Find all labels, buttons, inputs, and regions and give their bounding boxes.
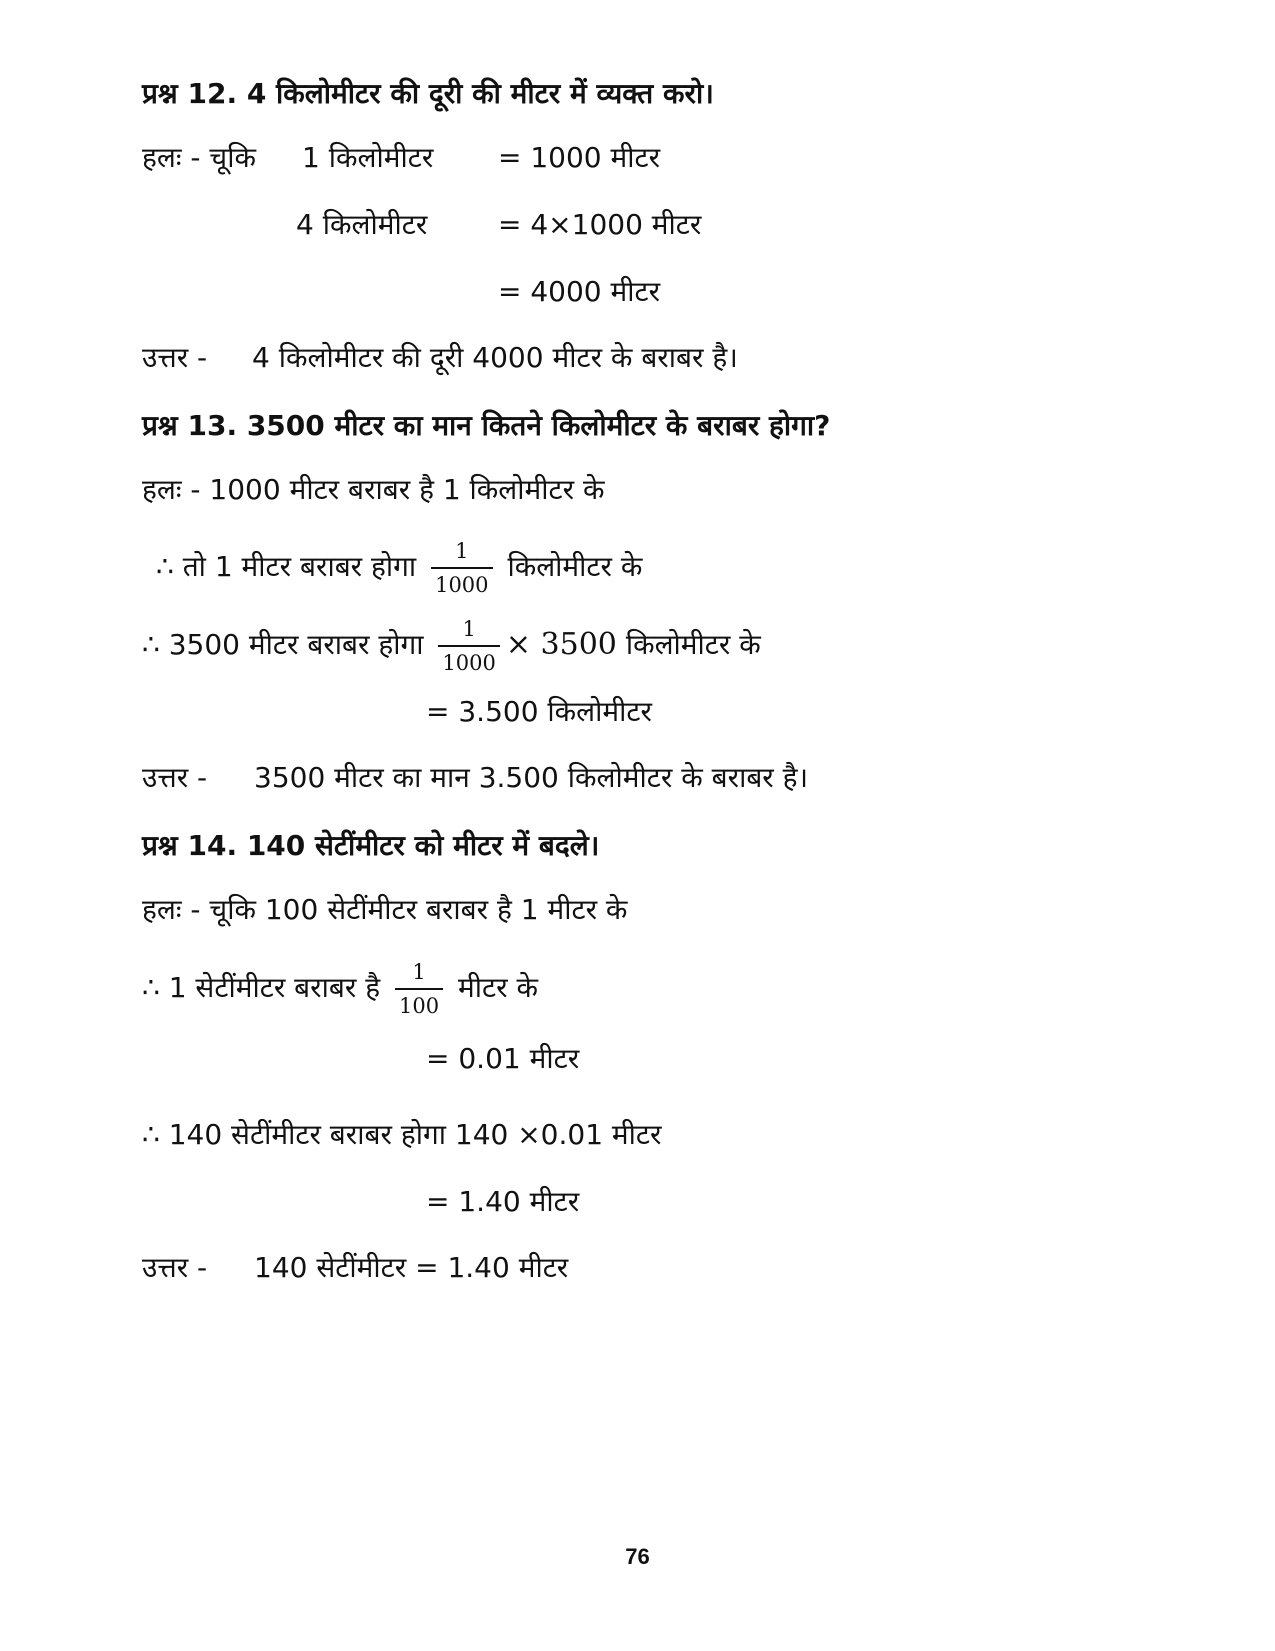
q13-step1-denominator: 1000 [435,573,489,597]
q13-step2-fraction [438,616,499,676]
q12-step1-rhs: = 1000 मीटर [498,141,661,174]
q12-step1-lhs: 1 किलोमीटर [302,141,434,174]
q14-step2: = 0.01 मीटर [426,1042,580,1075]
q12-step3-rhs: = 4000 मीटर [498,275,661,308]
q14-step1-numerator: 1 [395,959,443,990]
q13-step2-denominator: 1000 [442,651,496,675]
q13-step1 [156,538,642,598]
q13-step1-numerator: 1 [431,538,492,569]
q12-question: प्रश्न 12. 4 किलोमीटर की दूरी की मीटर में व्यक्त करो। [142,77,714,110]
q13-solution: हलः - 1000 मीटर बराबर है 1 किलोमीटर के [142,473,605,506]
q12-solution-label: हलः - चूकि [142,141,256,174]
q13-step1-fraction [431,538,492,598]
q13-step3: = 3.500 किलोमीटर [426,695,652,728]
q13-step2-numerator: 1 [438,616,499,647]
q13-answer: 3500 मीटर का मान 3.500 किलोमीटर के बराबर है। [254,761,809,794]
q13-step1-post: किलोमीटर के [507,550,643,583]
page-number: 76 [625,1544,650,1569]
q14-step4: = 1.40 मीटर [426,1185,580,1218]
q14-step3: ∴ 140 सेटींमीटर बराबर होगा 140 ×0.01 मीटर [142,1118,662,1151]
q13-answer-label: उत्तर - [142,761,208,794]
q13-step2-pre: ∴ 3500 मीटर बराबर होगा [142,628,424,661]
q12-step2-lhs: 4 किलोमीटर [296,208,428,241]
q13-question: प्रश्न 13. 3500 मीटर का मान कितने किलोमीटर के बराबर होगा? [142,409,831,442]
q14-step1-pre: ∴ 1 सेटींमीटर बराबर है [142,971,381,1004]
q14-question: प्रश्न 14. 140 सेटींमीटर को मीटर में बदले। [142,829,600,862]
q14-step1-fraction [395,959,443,1019]
q14-step1-post: मीटर के [458,971,538,1004]
q12-answer-label: उत्तर - [142,341,208,374]
q12-answer: 4 किलोमीटर की दूरी 4000 मीटर के बराबर है। [252,341,738,374]
q12-step2-rhs: = 4×1000 मीटर [498,208,702,241]
q14-step1 [142,959,538,1019]
q13-step1-pre: ∴ तो 1 मीटर बराबर होगा [156,550,417,583]
q13-step2 [142,616,761,676]
q14-step1-denominator: 100 [399,994,440,1018]
q14-answer: 140 सेटींमीटर = 1.40 मीटर [254,1251,569,1284]
q14-solution: हलः - चूकि 100 सेटींमीटर बराबर है 1 मीटर के [142,893,628,926]
q13-step2-post: किलोमीटर के [625,628,761,661]
q14-answer-label: उत्तर - [142,1251,208,1284]
q13-step2-multiplier: × 3500 [505,627,617,662]
